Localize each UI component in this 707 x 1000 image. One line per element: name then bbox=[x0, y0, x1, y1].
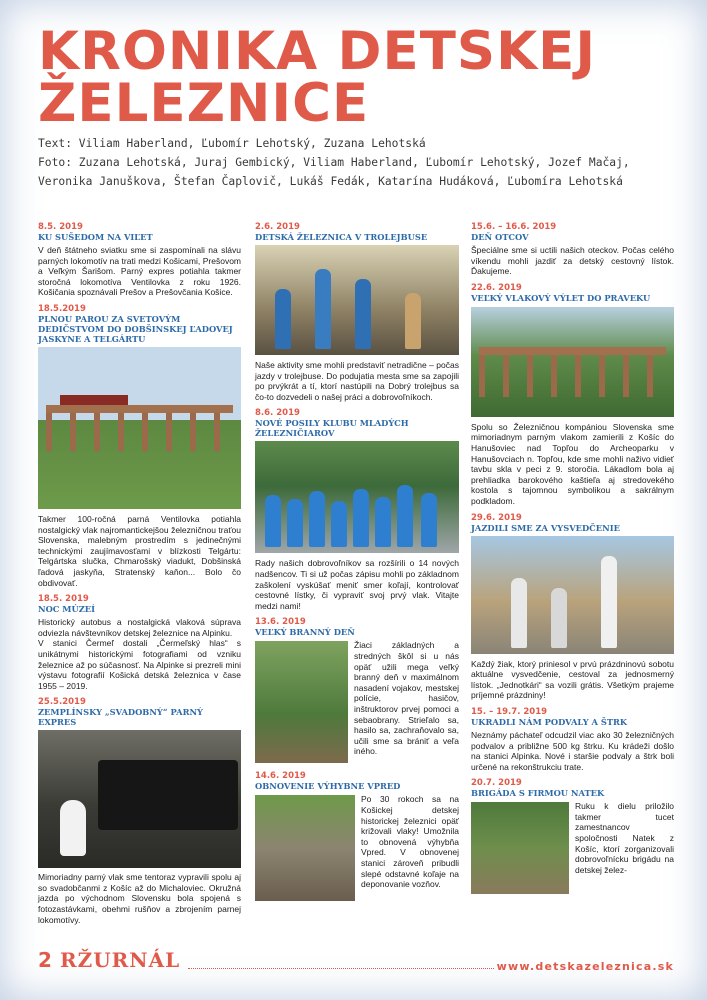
footer-rule bbox=[188, 968, 494, 969]
entry-date: 2.6. 2019 bbox=[255, 222, 300, 232]
title-line-2: ŽELEZNICE bbox=[38, 73, 370, 134]
entry-podvaly bbox=[471, 707, 674, 772]
entry-heading: DEŇ OTCOV bbox=[471, 232, 529, 242]
entry-heading: JAZDILI SME ZA VYSVEDČENIE bbox=[471, 522, 620, 533]
column-1 bbox=[38, 222, 241, 931]
entry-heading: NOC MÚZEÍ bbox=[38, 604, 95, 615]
text-credits: Text: Viliam Haberland, Ľubomír Lehotský, Zuzana Lehotská bbox=[38, 137, 426, 150]
entry-date: 8.6. 2019 bbox=[255, 408, 300, 419]
entry-date: 18.5.2019 bbox=[38, 303, 86, 314]
entry-noc-muzei bbox=[38, 594, 241, 691]
article-columns bbox=[38, 222, 674, 952]
photo-credits-continued: Veronika Januškova, Štefan Čaplovič, Lukáš Fedák, Katarína Hudáková, Ľubomíra Lehotská bbox=[38, 175, 623, 188]
person-shape bbox=[275, 289, 291, 349]
entry-telgart bbox=[38, 304, 241, 588]
viaduct-arches bbox=[46, 405, 233, 451]
entry-text: Naše aktivity sme mohli predstaviť netradične – počas jazdy v trolejbuse. Do podujatia mesta sme sa zapojili po prvýkrát a tí, ktorí nastúpili na Dobrý trolejbus sa čo-to dozvedeli o našej práci a dobrovoľníkoch. bbox=[255, 360, 459, 402]
locomotive-shape bbox=[98, 760, 238, 830]
person-shape bbox=[511, 578, 527, 648]
page-footer bbox=[38, 948, 674, 978]
person-shape bbox=[375, 497, 391, 547]
credits bbox=[38, 134, 674, 191]
magazine-logo: RŽURNÁL bbox=[60, 948, 181, 972]
entry-text: Po 30 rokoch sa na Košickej detskej historickej železnici opäť križovali vlaky! Umožnila to obnovená výhybňa Vpred. V obnovenej stanici zároveň pribudli slepé odstavné koľaje na deponovanie vozňov. bbox=[361, 794, 459, 890]
entry-date: 15. – 19.7. 2019 bbox=[471, 706, 548, 717]
entry-text: Neznámy páchateľ odcudzil viac ako 30 železničných podvalov a približne 500 kg štrku. Ku krádeži došlo na stanici Alpinka. Nové i staršie podvaly a štrk boli určené na rekonštrukciu trate. bbox=[471, 729, 674, 772]
entry-text: V stanici Čermeľ dostali „Čermeľský hlas“ s unikátnymi historickými fotografiami od vzniku železnice až po súčasnosť. Na Alpinke si prezreli mini výstavu fotografií Košická detská železnica v čase 1955 – 2019. bbox=[38, 638, 241, 691]
entry-date: 14.6. 2019 bbox=[255, 771, 306, 782]
entry-heading: ZEMPLÍNSKY „SVADOBNÝ“ PARNÝ EXPRES bbox=[38, 707, 203, 728]
person-shape bbox=[265, 495, 281, 547]
entry-trolejbus bbox=[255, 222, 459, 402]
entry-date: 29.6. 2019 bbox=[471, 512, 522, 523]
bridge-train-photo bbox=[471, 307, 674, 417]
wedding-couple-shape bbox=[60, 800, 86, 856]
entry-heading: BRIGÁDA S FIRMOU NATEK bbox=[471, 788, 605, 799]
person-shape bbox=[315, 269, 331, 349]
entry-heading: PLNOU PAROU ZA SVETOVÝM DEDIČSTVOM DO DOBŠINSKEJ ĽADOVEJ JASKYNE A TELGÁRTU bbox=[38, 313, 233, 344]
column-3 bbox=[471, 222, 674, 902]
entry-vilet bbox=[38, 222, 241, 298]
entry-date: 22.6. 2019 bbox=[471, 282, 522, 293]
entry-date: 20.7. 2019 bbox=[471, 778, 522, 789]
title-line-1: KRONIKA DETSKEJ bbox=[38, 21, 597, 82]
entry-pravek bbox=[471, 283, 674, 507]
website-link[interactable]: www.detskazeleznica.sk bbox=[496, 960, 674, 973]
entry-date: 25.5.2019 bbox=[38, 697, 86, 708]
entry-den-otcov bbox=[471, 222, 674, 277]
soldier-photo bbox=[255, 641, 348, 763]
article-header bbox=[38, 21, 674, 191]
track-switch-photo bbox=[255, 795, 355, 901]
entry-text: Ruku k dielu priložilo takmer tucet zamestnancov spoločnosti Natek z Košíc, ktorí zorganizovali dobrovoľnícku brigádu na detskej želez- bbox=[575, 801, 674, 875]
entry-date: 15.6. – 16.6. 2019 bbox=[471, 222, 557, 232]
natek-brigade-photo bbox=[471, 802, 569, 894]
entry-heading: OBNOVENIE VÝHYBNE VPRED bbox=[255, 781, 401, 792]
entry-nove-posily bbox=[255, 408, 459, 611]
person-shape bbox=[287, 499, 303, 547]
entry-date: 13.6. 2019 bbox=[255, 617, 306, 628]
page-number: 2 bbox=[38, 948, 52, 972]
entry-heading: KU SUŠEDOM NA VIĽET bbox=[38, 232, 153, 242]
photo-credits: Foto: Zuzana Lehotská, Juraj Gembický, Viliam Haberland, Ľubomír Lehotský, Jozef Mačaj, bbox=[38, 156, 630, 169]
article-title bbox=[38, 21, 674, 134]
entry-vyhybna-vpred bbox=[255, 771, 459, 903]
entry-text: Spolu so Železničnou kompániou Slovenska sme mimoriadnym parným vlakom zamierili z Košíc do Hanušoviec nad Topľou do Archeoparku v Hanušovciach n. Topľou, kde sme mohli naživo vidieť tavbu skla v peci z 9. storočia. Lákadlom bola aj prehliadka barokového kaštieľa aj stredovekého kostola s tajomnou symbolikou a sakrálnym podkladom. bbox=[471, 421, 674, 506]
entry-heading: UKRADLI NÁM PODVALY A ŠTRK bbox=[471, 716, 628, 727]
entry-heading: VEĽKÝ VLAKOVÝ VÝLET DO PRAVEKU bbox=[471, 292, 651, 303]
person-shape bbox=[309, 491, 325, 547]
person-shape bbox=[601, 556, 617, 648]
person-shape bbox=[331, 501, 347, 547]
entry-vysvedcenie bbox=[471, 513, 674, 701]
entry-date: 18.5. 2019 bbox=[38, 594, 89, 605]
entry-svadobny bbox=[38, 697, 241, 925]
entry-text: Rady našich dobrovoľníkov sa rozšírili o 14 nových nadšencov. Ti si už počas zápisu mohli po základnom zaškolení vyskúšať meniť smer koľají, kontrolovať cestovné lístky, či vypraviť svoj prvý vlak. Vitajte medzi nami! bbox=[255, 558, 459, 611]
entry-heading: DETSKÁ ŽELEZNICA V TROLEJBUSE bbox=[255, 232, 428, 242]
entry-date: 8.5. 2019 bbox=[38, 222, 83, 232]
person-shape bbox=[551, 588, 567, 648]
person-shape bbox=[353, 489, 369, 547]
entry-text: V deň štátneho sviatku sme si zaspomínali na slávu parných lokomotív na trati medzi Košicami, Prešovom a Veľkým Šarišom. Parný expres potiahla takmer storočná lokomotíva Ventilovka z roku 1926. Košičania spoznávali Prešov a Prešovčania Košice. bbox=[38, 245, 241, 298]
entry-branny-den bbox=[255, 617, 459, 765]
person-shape bbox=[421, 493, 437, 547]
trolleybus-photo bbox=[255, 245, 459, 355]
entry-text: Žiaci základných a stredných škôl si u nás opäť užili mega veľký branný deň v maximálnom nasadení vojakov, mestskej polície, hasičov, inštruktorov prvej pomoci a sebaobrany. Strieľalo sa, hasilo sa, zachraňovalo sa, učili sme sa brániť a veľa iného. bbox=[354, 640, 459, 757]
person-shape bbox=[355, 279, 371, 349]
entry-heading: NOVÉ POSILY KLUBU MLADÝCH ŽELEZNIČIAROV bbox=[255, 418, 409, 439]
entry-heading: VEĽKÝ BRANNÝ DEŇ bbox=[255, 627, 355, 638]
entry-text: Špeciálne sme si uctili našich oteckov. Počas celého víkendu mohli jazdiť za detský cestovný lístok. Ďakujeme. bbox=[471, 245, 674, 277]
entry-natek bbox=[471, 778, 674, 896]
entry-text: Mimoriadny parný vlak sme tentoraz vypravili spolu aj so svadobčanmi z Košíc až do Michaloviec. Okružná jazda po východnom Slovensku bola spojená s fotozastávkami, obehmi rušňov a zbrojením parnej lokomotívy. bbox=[38, 872, 241, 925]
train-shape bbox=[60, 395, 128, 405]
bridge-arches bbox=[479, 347, 666, 397]
person-shape bbox=[397, 485, 413, 547]
person-shape bbox=[405, 293, 421, 349]
entry-text: Takmer 100-ročná parná Ventilovka potiahla nostalgický vlak najromantickejšou železničnou traťou Slovenska, malebným prostredím s jedinečnými technickými zaujímavosťami v blízkosti Telgártu: Telgártska slučka, Chmarošský viadukt, Dobšinská ľadová jaskyňa, Stratenský kaňon... Bolo čo obdivovať. bbox=[38, 513, 241, 588]
steam-locomotive-photo bbox=[38, 730, 241, 868]
group-photo bbox=[255, 441, 459, 553]
girls-with-certificates-photo bbox=[471, 536, 674, 654]
viaduct-photo bbox=[38, 347, 241, 509]
entry-text: Každý žiak, ktorý priniesol v prvú prázdninovú sobotu aktuálne vysvedčenie, cestoval za jednosmerný lístok. „Jednotkári“ sa vozili grátis. Všetkým prajeme príjemné prázdniny! bbox=[471, 658, 674, 701]
entry-text: Historický autobus a nostalgická vlaková súprava odviezla návštevníkov detskej železnice na Alpinku. bbox=[38, 617, 241, 638]
column-2 bbox=[255, 222, 459, 909]
